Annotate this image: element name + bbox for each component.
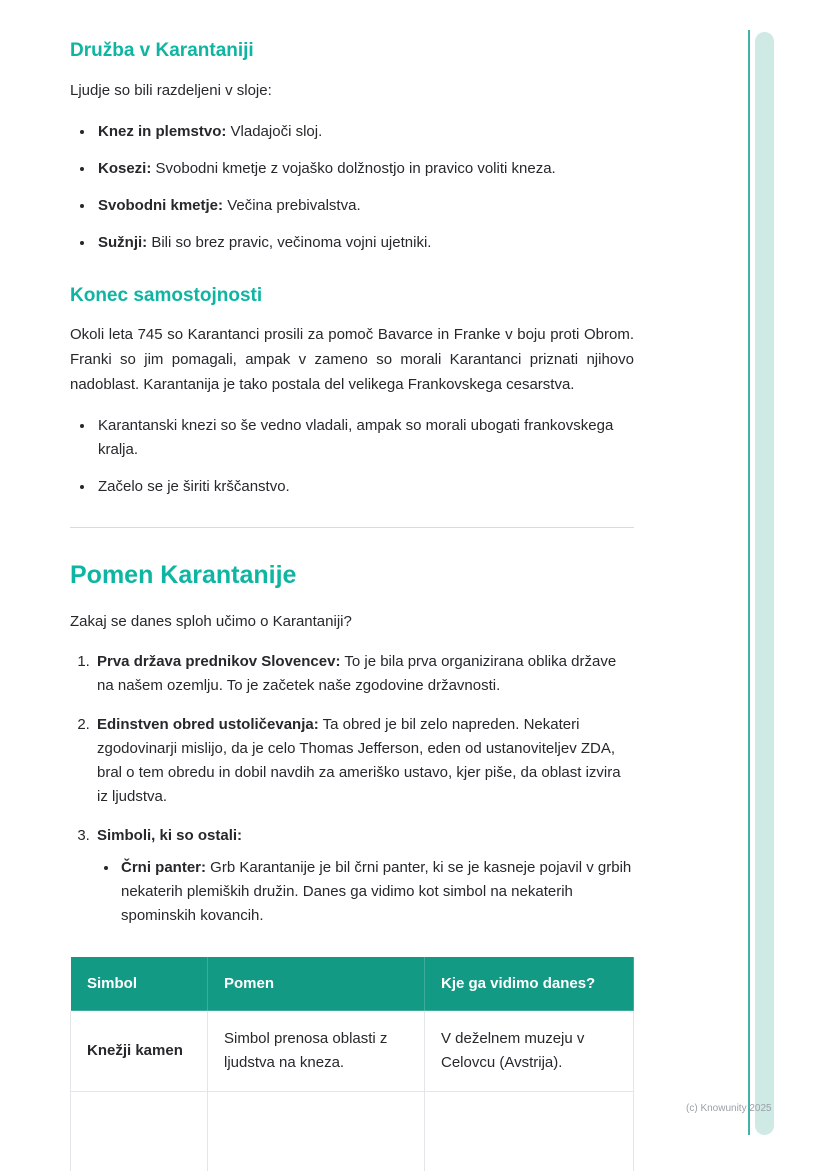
list-item-text: Karantanski knezi so še vedno vladali, ampak so morali ubogati frankovskega kralja. [98, 416, 614, 458]
table-cell-kje [425, 1092, 634, 1171]
table-header-pomen: Pomen [208, 957, 425, 1011]
list-item-text: Ta obred je bil zelo napreden. Nekateri zgodovinarji mislijo, da je celo Thomas Jefferson, eden od ustanoviteljev ZDA, bral o tem obredu in dobil navdih za ameriško ustavo, kjer piše, da oblast izvira iz ljudstva. [97, 716, 621, 806]
list-item-term: Črni panter: [121, 859, 207, 877]
list-item [95, 475, 634, 499]
table-cell-simbol: Knežji kamen [71, 1011, 208, 1092]
copyright-footer: (c) Knowunity 2025 [686, 1103, 772, 1114]
paragraph-sloji-intro: Ljudje so bili razdeljeni v sloje: [70, 81, 272, 99]
list-item-term: Prva država prednikov Slovencev: [97, 653, 341, 671]
section-heading-konec: Konec samostojnosti [70, 284, 263, 306]
list-item-text: Svobodni kmetje z vojaško dolžnostjo in pravico voliti kneza. [151, 159, 556, 177]
list-item-text: Začelo se je širiti krščanstvo. [98, 477, 290, 495]
list-item [94, 650, 634, 698]
table-cell-kje: V deželnem muzeju v Celovcu (Avstrija). [425, 1011, 634, 1092]
bullet-list-sloji [70, 120, 634, 255]
list-item [94, 824, 634, 928]
document-content [70, 40, 634, 1171]
table-cell-pomen: Simbol prenosa oblasti z ljudstva na kneza. [208, 1011, 425, 1092]
list-item-term: Svobodni kmetje: [98, 196, 224, 214]
table-header-row [71, 957, 634, 1011]
bullet-list-konec [70, 414, 634, 499]
section-heading-druzba: Družba v Karantaniji [70, 40, 254, 61]
list-item [119, 856, 634, 928]
list-item-text: Grb Karantanije je bil črni panter, ki se je kasneje pojavil v grbih nekaterih plemiških družin. Danes ga vidimo kot simbol na nekaterih spominskih kovancih. [121, 859, 632, 925]
list-item [95, 194, 634, 218]
list-item-text: To je bila prva organizirana oblika države na našem ozemlju. To je začetek naše zgodovine državnosti. [97, 653, 617, 695]
table-row [71, 1011, 634, 1092]
list-item [94, 713, 634, 809]
scrollbar-thumb[interactable] [755, 32, 774, 1135]
list-item-term: Edinstven obred ustoličevanja: [97, 716, 319, 734]
list-item-term: Simboli, ki so ostali: [97, 827, 243, 845]
table-header-kje: Kje ga vidimo danes? [425, 957, 634, 1011]
section-heading-pomen: Pomen Karantanije [70, 560, 297, 589]
list-item-text: Bili so brez pravic, večinoma vojni ujetniki. [147, 233, 432, 251]
list-item [95, 414, 634, 462]
list-item-term: Sužnji: [98, 233, 148, 251]
paragraph-konec: Okoli leta 745 so Karantanci prosili za pomoč Bavarce in Franke v boju proti Obrom. Franki so jim pomagali, ampak v zameno so morali Karantanci priznati njihovo nadoblast. Karantanija je tako postala del velikega Frankovskega cesarstva. [70, 326, 634, 393]
list-item-text: Večina prebivalstva. [223, 196, 361, 214]
list-item-term: Knez in plemstvo: [98, 122, 227, 140]
symbols-table [70, 956, 634, 1171]
list-item-text: Vladajoči sloj. [226, 122, 323, 140]
page-edge-line [748, 30, 750, 1135]
table-header-simbol: Simbol [71, 957, 208, 1011]
paragraph-pomen-intro: Zakaj se danes sploh učimo o Karantaniji? [70, 612, 352, 630]
list-item [95, 231, 634, 255]
numbered-list-pomen [70, 650, 634, 928]
list-item [95, 120, 634, 144]
section-divider [70, 527, 634, 528]
table-cell-simbol [71, 1092, 208, 1171]
table-cell-pomen [208, 1092, 425, 1171]
table-row [71, 1092, 634, 1171]
nested-bullet-list [97, 856, 634, 928]
list-item [95, 157, 634, 181]
list-item-term: Kosezi: [98, 159, 152, 177]
